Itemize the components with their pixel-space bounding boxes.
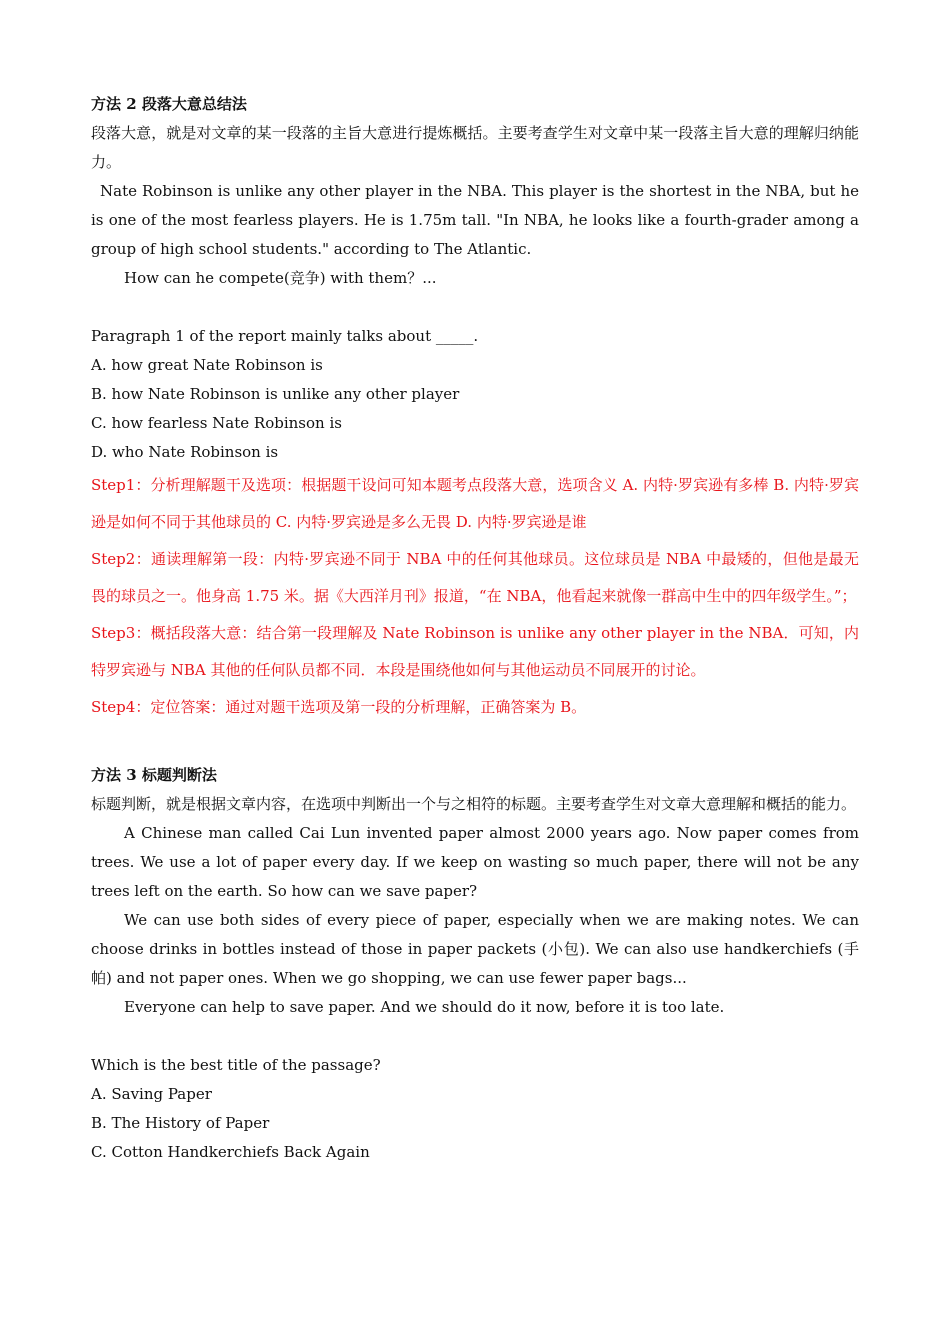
method2-option-c: C. how fearless Nate Robinson is <box>91 414 342 432</box>
method3-heading: 方法 3 标题判断法 <box>91 766 217 784</box>
method2-heading: 方法 2 段落大意总结法 <box>91 95 247 113</box>
method2-step3: Step3：概括段落大意：结合第一段理解及 Nate Robinson is unlike any other player in the NBA．可知，内特罗宾逊与 NBA 其他的任何队员都不同．本段是围绕他如何与其他运动员不同展开的讨论。 <box>91 624 859 679</box>
method2-intro: 段落大意，就是对文章的某一段落的主旨大意进行提炼概括。主要考查学生对文章中某一段落主旨大意的理解归纳能力。 <box>91 124 859 171</box>
method3-passage-p2: We can use both sides of every piece of paper, especially when we are making notes. We can choose drinks in bottles instead of those in paper packets (小包). We can also use handkerchiefs (手帕) and not paper ones. When we go shopping, we can use fewer paper bags... <box>91 911 859 987</box>
method3-intro: 标题判断，就是根据文章内容，在选项中判断出一个与之相符的标题。主要考查学生对文章大意理解和概括的能力。 <box>91 795 857 813</box>
document-page <box>91 90 859 1167</box>
method2-step1: Step1：分析理解题干及选项：根据题干设问可知本题考点段落大意，选项含义 A. 内特·罗宾逊有多棒 B. 内特·罗宾逊是如何不同于其他球员的 C. 内特·罗宾逊是多么无畏 D. 内特·罗宾逊是谁 <box>91 476 859 531</box>
method2-option-d: D. who Nate Robinson is <box>91 443 279 461</box>
method3-passage-p1: A Chinese man called Cai Lun invented paper almost 2000 years ago. Now paper comes from trees. We use a lot of paper every day. If we keep on wasting so much paper, there will not be any trees left on the earth. So how can we save paper? <box>91 824 859 900</box>
method2-option-a: A. how great Nate Robinson is <box>91 356 323 374</box>
method3-option-a: A. Saving Paper <box>91 1085 212 1103</box>
method2-passage-p1: Nate Robinson is unlike any other player in the NBA. This player is the shortest in the NBA, but he is one of the most fearless players. He is 1.75m tall. "In NBA, he looks like a fourth-grader among a group of high school students." according to The Atlantic. <box>91 182 859 258</box>
method2-step2: Step2：通读理解第一段：内特·罗宾逊不同于 NBA 中的任何其他球员。这位球员是 NBA 中最矮的，但他是最无畏的球员之一。他身高 1.75 米。据《大西洋月刊》报道，“在 NBA，他看起来就像一群高中生中的四年级学生。”； <box>91 550 859 605</box>
method3-option-b: B. The History of Paper <box>91 1114 270 1132</box>
method2-step4: Step4：定位答案：通过对题干选项及第一段的分析理解，正确答案为 B。 <box>91 698 587 716</box>
method2-passage-p2: How can he compete(竞争) with them？... <box>124 269 437 287</box>
method2-question: Paragraph 1 of the report mainly talks about _____. <box>91 327 479 345</box>
method3-option-c: C. Cotton Handkerchiefs Back Again <box>91 1143 370 1161</box>
method2-option-b: B. how Nate Robinson is unlike any other player <box>91 385 460 403</box>
method3-passage-p3: Everyone can help to save paper. And we should do it now, before it is too late. <box>124 998 725 1016</box>
method3-question: Which is the best title of the passage? <box>91 1056 381 1074</box>
